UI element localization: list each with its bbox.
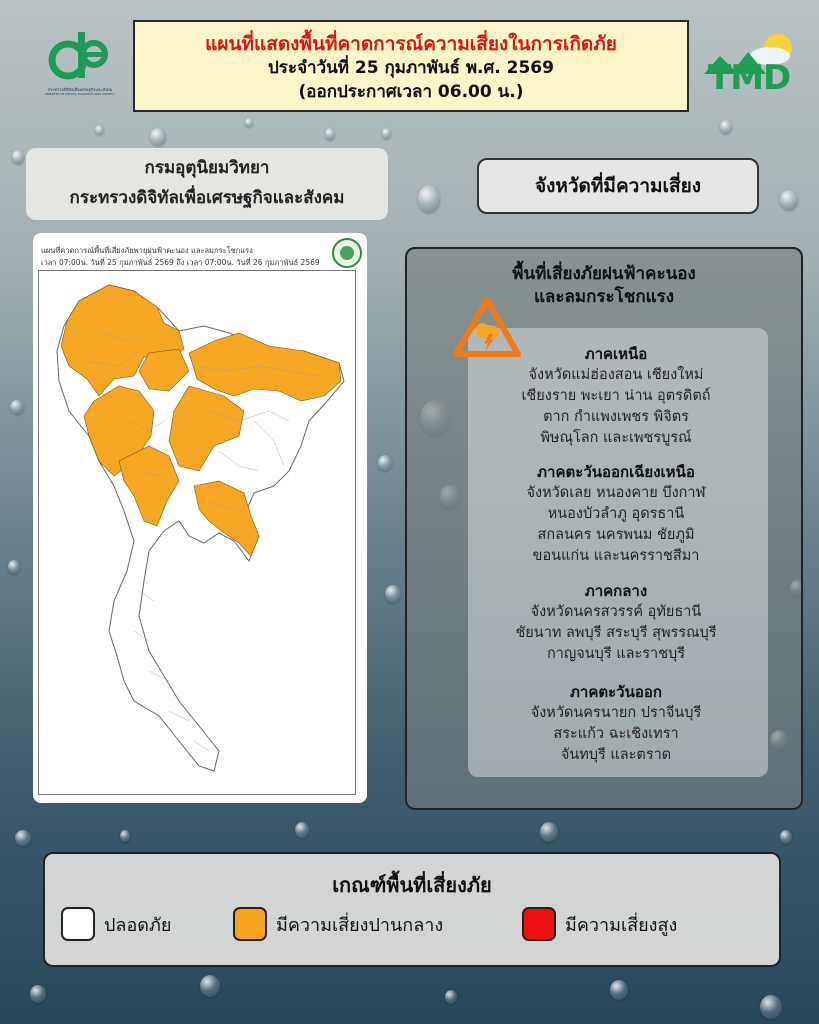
region-title: ภาคตะวันออกเฉียงเหนือ bbox=[537, 463, 695, 481]
legend-swatch-moderate bbox=[233, 907, 267, 941]
legend bbox=[43, 852, 781, 967]
region-title: ภาคกลาง bbox=[584, 582, 648, 600]
province-line: จังหวัดนครนายก ปราจีนบุรี bbox=[530, 705, 702, 721]
region-northeast bbox=[468, 461, 764, 567]
ministry-caption-th: กระทรวงดิจิทัลเพื่อเศรษฐกิจและสังคม bbox=[47, 87, 113, 92]
header-title-box bbox=[133, 20, 689, 112]
province-line: ตาก กำแพงเพชร พิจิตร bbox=[543, 409, 689, 425]
legend-label: มีความเสี่ยงปานกลาง bbox=[276, 914, 444, 936]
province-line: ชัยนาท ลพบุรี สระบุรี สุพรรณบุรี bbox=[515, 625, 717, 641]
legend-title: เกณฑ์พื้นที่เสี่ยงภัย bbox=[332, 873, 492, 897]
map-caption-title: แผนที่คาดการณ์พื้นที่เสี่ยงภัยพายุฝนฟ้าคะนอง และลมกระโชกแรง bbox=[41, 246, 253, 255]
province-line: จันทบุรี และตราด bbox=[560, 747, 672, 763]
department-label bbox=[26, 148, 388, 220]
legend-item-moderate bbox=[233, 904, 443, 944]
province-line: สระแก้ว ฉะเชิงเทรา bbox=[553, 726, 679, 742]
thailand-map bbox=[39, 271, 355, 794]
province-line: หนองบัวลำภู อุดรธานี bbox=[547, 506, 685, 522]
ministry-caption-en: MINISTRY OF DIGITAL ECONOMY AND SOCIETY bbox=[45, 92, 115, 96]
risk-map-card bbox=[33, 233, 367, 803]
tmd-logo bbox=[700, 30, 804, 100]
legend-label: มีความเสี่ยงสูง bbox=[565, 914, 678, 936]
risk-title-line2: และลมกระโชกแรง bbox=[533, 287, 675, 307]
map-frame bbox=[38, 270, 356, 795]
tmd-seal-icon bbox=[331, 237, 363, 269]
province-line: จังหวัดเลย หนองคาย บึงกาฬ bbox=[526, 485, 706, 501]
provinces-header: จังหวัดที่มีความเสี่ยง bbox=[477, 158, 759, 214]
tmd-logo-text: TMD bbox=[708, 58, 791, 98]
province-line: จังหวัดแม่ฮ่องสอน เชียงใหม่ bbox=[528, 367, 704, 383]
province-line: จังหวัดนครสวรรค์ อุทัยธานี bbox=[530, 604, 702, 620]
province-line: เชียงราย พะเยา น่าน อุตรดิตถ์ bbox=[521, 388, 711, 404]
region-north bbox=[468, 343, 764, 449]
department-name: กรมอุตุนิยมวิทยา bbox=[144, 158, 270, 178]
legend-swatch-high bbox=[522, 907, 556, 941]
region-title: ภาคเหนือ bbox=[584, 345, 648, 363]
ministry-name: กระทรวงดิจิทัลเพื่อเศรษฐกิจและสังคม bbox=[69, 188, 345, 208]
province-line: พิษณุโลก และเพชรบูรณ์ bbox=[540, 430, 692, 446]
legend-item-high bbox=[522, 904, 677, 944]
legend-item-safe bbox=[61, 904, 171, 944]
legend-swatch-safe bbox=[61, 907, 95, 941]
region-east bbox=[468, 681, 764, 766]
province-line: สกลนคร นครพนม ชัยภูมิ bbox=[537, 527, 695, 543]
region-central bbox=[468, 580, 764, 665]
legend-label: ปลอดภัย bbox=[104, 914, 172, 936]
region-title: ภาคตะวันออก bbox=[570, 683, 662, 701]
date-line: ประจำวันที่ 25 กุมภาพันธ์ พ.ศ. 2569 bbox=[268, 58, 554, 78]
risk-title-line1: พื้นที่เสี่ยงภัยฝนฟ้าคะนอง bbox=[512, 264, 696, 284]
province-line: ขอนแก่น และนครราชสีมา bbox=[532, 548, 700, 564]
map-caption-period: เวลา 07:00น. วันที่ 25 กุมภาพันธ์ 2569 ถึง เวลา 07:00น. วันที่ 26 กุมภาพันธ์ 2569 bbox=[41, 258, 320, 267]
issued-time-line: (ออกประกาศเวลา 06.00 น.) bbox=[298, 82, 524, 102]
page-title: แผนที่แสดงพื้นที่คาดการณ์ความเสี่ยงในการเกิดภัย bbox=[205, 33, 617, 55]
province-line: กาญจนบุรี และราชบุรี bbox=[546, 646, 686, 662]
ministry-logo bbox=[38, 30, 122, 100]
